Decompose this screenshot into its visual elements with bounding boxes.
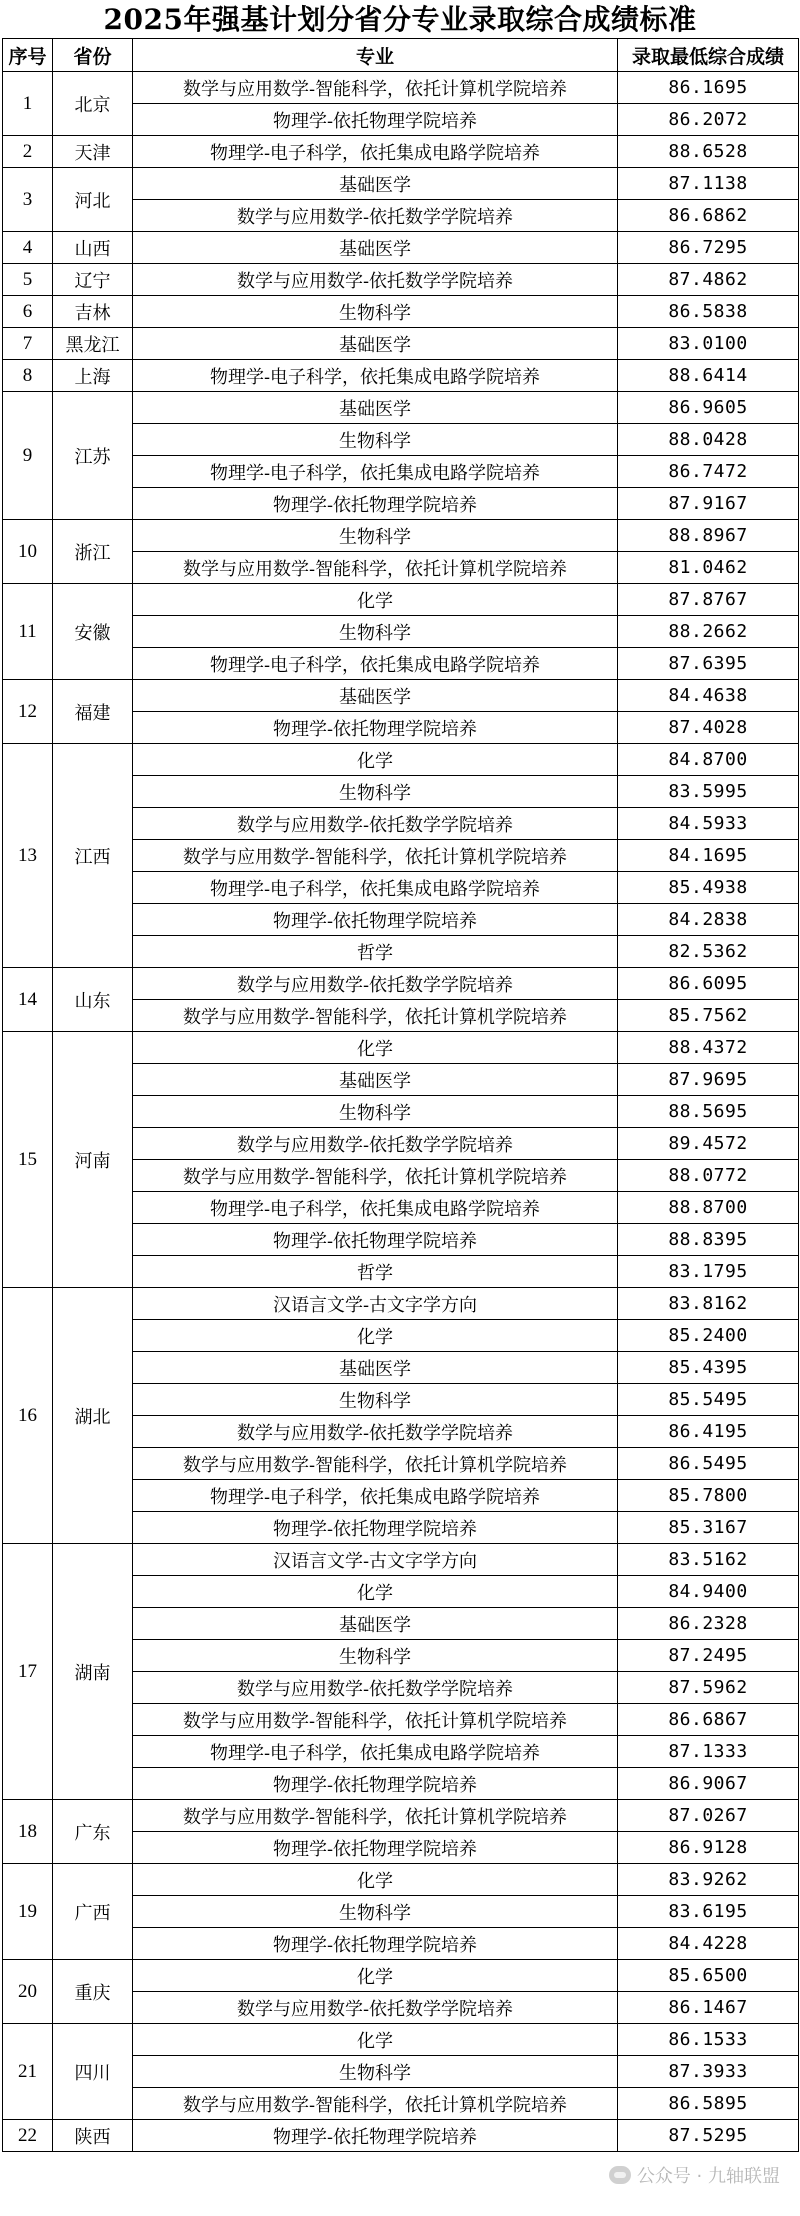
score-cell: 89.4572: [618, 1128, 799, 1160]
seq-cell: 13: [3, 744, 53, 968]
score-cell: 85.7800: [618, 1480, 799, 1512]
province-cell: 山东: [53, 968, 133, 1032]
score-cell: 88.8967: [618, 520, 799, 552]
header-province: 省份: [53, 39, 133, 72]
score-cell: 87.3933: [618, 2056, 799, 2088]
score-cell: 82.5362: [618, 936, 799, 968]
score-cell: 84.2838: [618, 904, 799, 936]
score-cell: 86.4195: [618, 1416, 799, 1448]
province-cell: 上海: [53, 360, 133, 392]
major-cell: 生物科学: [133, 2056, 618, 2088]
score-cell: 83.8162: [618, 1288, 799, 1320]
major-cell: 基础医学: [133, 1064, 618, 1096]
seq-cell: 18: [3, 1800, 53, 1864]
major-cell: 化学: [133, 1320, 618, 1352]
seq-cell: 19: [3, 1864, 53, 1960]
score-cell: 87.1333: [618, 1736, 799, 1768]
seq-cell: 7: [3, 328, 53, 360]
seq-cell: 3: [3, 168, 53, 232]
major-cell: 化学: [133, 744, 618, 776]
major-cell: 数学与应用数学-智能科学，依托计算机学院培养: [133, 1160, 618, 1192]
score-cell: 88.2662: [618, 616, 799, 648]
score-cell: 86.1533: [618, 2024, 799, 2056]
page-title: 2025年强基计划分省分专业录取综合成绩标准: [103, 3, 697, 36]
watermark: [609, 2162, 780, 2188]
score-cell: 88.4372: [618, 1032, 799, 1064]
seq-cell: 14: [3, 968, 53, 1032]
score-cell: 84.5933: [618, 808, 799, 840]
score-cell: 87.2495: [618, 1640, 799, 1672]
major-cell: 物理学-电子科学，依托集成电路学院培养: [133, 136, 618, 168]
major-cell: 物理学-电子科学，依托集成电路学院培养: [133, 1192, 618, 1224]
major-cell: 数学与应用数学-依托数学学院培养: [133, 1992, 618, 2024]
score-cell: 86.9605: [618, 392, 799, 424]
major-cell: 数学与应用数学-依托数学学院培养: [133, 200, 618, 232]
province-cell: 湖南: [53, 1544, 133, 1800]
table-row: [3, 2120, 799, 2152]
major-cell: 基础医学: [133, 1352, 618, 1384]
seq-cell: 4: [3, 232, 53, 264]
score-cell: 87.1138: [618, 168, 799, 200]
major-cell: 化学: [133, 1864, 618, 1896]
score-cell: 86.2328: [618, 1608, 799, 1640]
major-cell: 生物科学: [133, 424, 618, 456]
score-cell: 87.4862: [618, 264, 799, 296]
major-cell: 生物科学: [133, 1896, 618, 1928]
major-cell: 物理学-依托物理学院培养: [133, 104, 618, 136]
major-cell: 哲学: [133, 936, 618, 968]
major-cell: 数学与应用数学-依托数学学院培养: [133, 968, 618, 1000]
score-cell: 85.4395: [618, 1352, 799, 1384]
major-cell: 化学: [133, 1032, 618, 1064]
major-cell: 数学与应用数学-智能科学，依托计算机学院培养: [133, 1800, 618, 1832]
score-cell: 84.1695: [618, 840, 799, 872]
province-cell: 河南: [53, 1032, 133, 1288]
major-cell: 物理学-依托物理学院培养: [133, 2120, 618, 2152]
major-cell: 基础医学: [133, 1608, 618, 1640]
major-cell: 汉语言文学-古文字学方向: [133, 1544, 618, 1576]
table-row: [3, 296, 799, 328]
province-cell: 重庆: [53, 1960, 133, 2024]
table-row: [3, 680, 799, 712]
table-row: [3, 1032, 799, 1064]
major-cell: 生物科学: [133, 520, 618, 552]
major-cell: 生物科学: [133, 1640, 618, 1672]
major-cell: 数学与应用数学-依托数学学院培养: [133, 264, 618, 296]
province-cell: 安徽: [53, 584, 133, 680]
score-cell: 83.9262: [618, 1864, 799, 1896]
major-cell: 数学与应用数学-依托数学学院培养: [133, 1672, 618, 1704]
score-cell: 88.8700: [618, 1192, 799, 1224]
score-cell: 86.5838: [618, 296, 799, 328]
table-row: [3, 520, 799, 552]
province-cell: 天津: [53, 136, 133, 168]
seq-cell: 1: [3, 72, 53, 136]
province-cell: 广西: [53, 1864, 133, 1960]
score-cell: 88.6528: [618, 136, 799, 168]
province-cell: 湖北: [53, 1288, 133, 1544]
province-cell: 山西: [53, 232, 133, 264]
major-cell: 化学: [133, 1576, 618, 1608]
score-cell: 86.7472: [618, 456, 799, 488]
score-cell: 86.6095: [618, 968, 799, 1000]
major-cell: 物理学-电子科学，依托集成电路学院培养: [133, 1480, 618, 1512]
score-cell: 88.6414: [618, 360, 799, 392]
major-cell: 数学与应用数学-智能科学，依托计算机学院培养: [133, 2088, 618, 2120]
major-cell: 物理学-电子科学，依托集成电路学院培养: [133, 648, 618, 680]
major-cell: 物理学-依托物理学院培养: [133, 1928, 618, 1960]
score-cell: 88.5695: [618, 1096, 799, 1128]
major-cell: 基础医学: [133, 232, 618, 264]
major-cell: 生物科学: [133, 1384, 618, 1416]
score-cell: 85.4938: [618, 872, 799, 904]
score-cell: 87.5295: [618, 2120, 799, 2152]
score-cell: 85.7562: [618, 1000, 799, 1032]
score-cell: 87.9695: [618, 1064, 799, 1096]
score-cell: 85.5495: [618, 1384, 799, 1416]
province-cell: 黑龙江: [53, 328, 133, 360]
major-cell: 物理学-依托物理学院培养: [133, 488, 618, 520]
score-cell: 86.1467: [618, 1992, 799, 2024]
major-cell: 物理学-依托物理学院培养: [133, 1224, 618, 1256]
wechat-icon: [609, 2166, 631, 2184]
score-cell: 86.9067: [618, 1768, 799, 1800]
table-row: [3, 1800, 799, 1832]
seq-cell: 15: [3, 1032, 53, 1288]
major-cell: 物理学-电子科学，依托集成电路学院培养: [133, 360, 618, 392]
score-cell: 84.4228: [618, 1928, 799, 1960]
score-cell: 81.0462: [618, 552, 799, 584]
major-cell: 基础医学: [133, 392, 618, 424]
score-cell: 83.1795: [618, 1256, 799, 1288]
table-row: [3, 168, 799, 200]
score-cell: 86.6862: [618, 200, 799, 232]
score-cell: 83.5162: [618, 1544, 799, 1576]
score-cell: 88.0428: [618, 424, 799, 456]
score-cell: 83.0100: [618, 328, 799, 360]
header-major: 专业: [133, 39, 618, 72]
score-cell: 86.1695: [618, 72, 799, 104]
major-cell: 化学: [133, 1960, 618, 1992]
province-cell: 江苏: [53, 392, 133, 520]
seq-cell: 2: [3, 136, 53, 168]
table-row: [3, 136, 799, 168]
score-cell: 84.8700: [618, 744, 799, 776]
watermark-text: 公众号 · 九轴联盟: [636, 2166, 780, 2187]
major-cell: 数学与应用数学-智能科学，依托计算机学院培养: [133, 1000, 618, 1032]
major-cell: 数学与应用数学-智能科学，依托计算机学院培养: [133, 1448, 618, 1480]
province-cell: 辽宁: [53, 264, 133, 296]
major-cell: 物理学-依托物理学院培养: [133, 712, 618, 744]
province-cell: 浙江: [53, 520, 133, 584]
table-header-row: [3, 39, 799, 72]
major-cell: 化学: [133, 2024, 618, 2056]
major-cell: 数学与应用数学-智能科学，依托计算机学院培养: [133, 72, 618, 104]
seq-cell: 16: [3, 1288, 53, 1544]
table-row: [3, 392, 799, 424]
province-cell: 吉林: [53, 296, 133, 328]
table-row: [3, 328, 799, 360]
score-cell: 87.4028: [618, 712, 799, 744]
table-row: [3, 2024, 799, 2056]
admission-score-table: [2, 38, 799, 2152]
major-cell: 数学与应用数学-依托数学学院培养: [133, 1128, 618, 1160]
province-cell: 陕西: [53, 2120, 133, 2152]
major-cell: 数学与应用数学-智能科学，依托计算机学院培养: [133, 552, 618, 584]
score-cell: 83.6195: [618, 1896, 799, 1928]
score-cell: 85.3167: [618, 1512, 799, 1544]
province-cell: 四川: [53, 2024, 133, 2120]
score-cell: 88.8395: [618, 1224, 799, 1256]
seq-cell: 17: [3, 1544, 53, 1800]
score-cell: 86.7295: [618, 232, 799, 264]
table-row: [3, 968, 799, 1000]
score-cell: 87.5962: [618, 1672, 799, 1704]
major-cell: 物理学-电子科学，依托集成电路学院培养: [133, 1736, 618, 1768]
seq-cell: 5: [3, 264, 53, 296]
score-cell: 87.8767: [618, 584, 799, 616]
major-cell: 生物科学: [133, 616, 618, 648]
seq-cell: 12: [3, 680, 53, 744]
major-cell: 物理学-依托物理学院培养: [133, 1768, 618, 1800]
score-cell: 87.0267: [618, 1800, 799, 1832]
major-cell: 物理学-依托物理学院培养: [133, 1512, 618, 1544]
major-cell: 基础医学: [133, 168, 618, 200]
seq-cell: 11: [3, 584, 53, 680]
province-cell: 河北: [53, 168, 133, 232]
score-cell: 84.9400: [618, 1576, 799, 1608]
major-cell: 物理学-依托物理学院培养: [133, 1832, 618, 1864]
seq-cell: 10: [3, 520, 53, 584]
score-cell: 85.6500: [618, 1960, 799, 1992]
score-cell: 86.5495: [618, 1448, 799, 1480]
province-cell: 北京: [53, 72, 133, 136]
header-seq: 序号: [3, 39, 53, 72]
major-cell: 数学与应用数学-依托数学学院培养: [133, 808, 618, 840]
major-cell: 哲学: [133, 1256, 618, 1288]
major-cell: 生物科学: [133, 1096, 618, 1128]
major-cell: 基础医学: [133, 328, 618, 360]
seq-cell: 9: [3, 392, 53, 520]
seq-cell: 21: [3, 2024, 53, 2120]
seq-cell: 8: [3, 360, 53, 392]
seq-cell: 6: [3, 296, 53, 328]
major-cell: 汉语言文学-古文字学方向: [133, 1288, 618, 1320]
major-cell: 生物科学: [133, 296, 618, 328]
score-cell: 86.5895: [618, 2088, 799, 2120]
score-cell: 86.9128: [618, 1832, 799, 1864]
table-row: [3, 1864, 799, 1896]
major-cell: 物理学-电子科学，依托集成电路学院培养: [133, 456, 618, 488]
major-cell: 化学: [133, 584, 618, 616]
score-cell: 88.0772: [618, 1160, 799, 1192]
major-cell: 物理学-电子科学，依托集成电路学院培养: [133, 872, 618, 904]
major-cell: 数学与应用数学-依托数学学院培养: [133, 1416, 618, 1448]
header-score: 录取最低综合成绩: [618, 39, 799, 72]
seq-cell: 22: [3, 2120, 53, 2152]
table-body: [3, 72, 799, 2152]
table-row: [3, 1288, 799, 1320]
major-cell: 生物科学: [133, 776, 618, 808]
score-cell: 87.9167: [618, 488, 799, 520]
table-row: [3, 72, 799, 104]
score-cell: 84.4638: [618, 680, 799, 712]
seq-cell: 20: [3, 1960, 53, 2024]
table-row: [3, 744, 799, 776]
table-row: [3, 232, 799, 264]
table-row: [3, 1960, 799, 1992]
score-cell: 83.5995: [618, 776, 799, 808]
province-cell: 广东: [53, 1800, 133, 1864]
major-cell: 基础医学: [133, 680, 618, 712]
province-cell: 福建: [53, 680, 133, 744]
table-row: [3, 360, 799, 392]
score-cell: 87.6395: [618, 648, 799, 680]
score-cell: 85.2400: [618, 1320, 799, 1352]
major-cell: 数学与应用数学-智能科学，依托计算机学院培养: [133, 840, 618, 872]
major-cell: 物理学-依托物理学院培养: [133, 904, 618, 936]
table-row: [3, 264, 799, 296]
major-cell: 数学与应用数学-智能科学，依托计算机学院培养: [133, 1704, 618, 1736]
province-cell: 江西: [53, 744, 133, 968]
score-cell: 86.6867: [618, 1704, 799, 1736]
score-cell: 86.2072: [618, 104, 799, 136]
table-row: [3, 584, 799, 616]
table-row: [3, 1544, 799, 1576]
